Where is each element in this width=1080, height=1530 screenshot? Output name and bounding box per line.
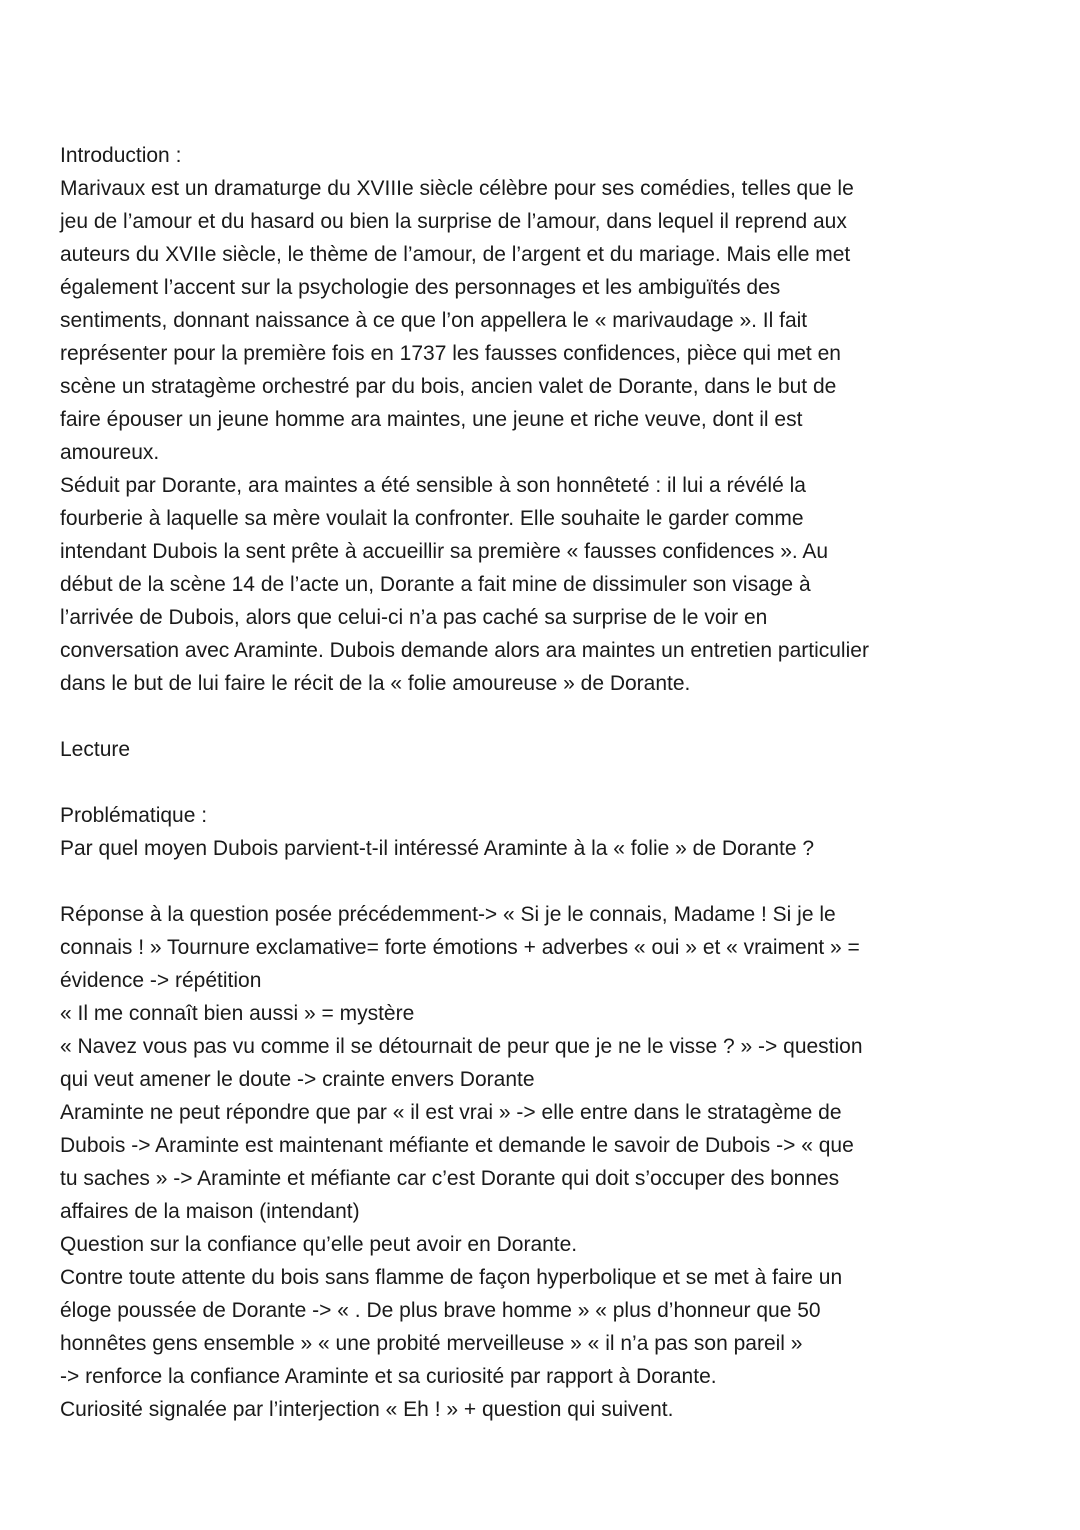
text-line: auteurs du XVIIe siècle, le thème de l’amour, de l’argent et du mariage. Mais elle met xyxy=(60,243,851,266)
text-line: début de la scène 14 de l’acte un, Dorante a fait mine de dissimuler son visage à xyxy=(60,573,811,596)
introduction-heading: Introduction : xyxy=(60,144,182,167)
text-line: Question sur la confiance qu’elle peut avoir en Dorante. xyxy=(60,1233,578,1256)
problematique-heading: Problématique : xyxy=(60,804,208,827)
text-line: « Il me connaît bien aussi » = mystère xyxy=(60,1002,415,1025)
text-line: éloge poussée de Dorante -> « . De plus brave homme » « plus d’honneur que 50 xyxy=(60,1299,821,1322)
text-line: sentiments, donnant naissance à ce que l’on appellera le « marivaudage ». Il fait xyxy=(60,309,808,332)
spacer xyxy=(60,700,1050,733)
text-line: également l’accent sur la psychologie des personnages et les ambiguïtés des xyxy=(60,276,781,299)
text-line: Contre toute attente du bois sans flamme de façon hyperbolique et se met à faire un xyxy=(60,1266,843,1289)
text-line: honnêtes gens ensemble » « une probité merveilleuse » « il n’a pas son pareil » xyxy=(60,1332,803,1355)
text-line: Araminte ne peut répondre que par « il est vrai » -> elle entre dans le stratagème de xyxy=(60,1101,842,1124)
spacer xyxy=(60,865,1050,898)
problematique-question: Par quel moyen Dubois parvient-t-il intéressé Araminte à la « folie » de Dorante ? xyxy=(60,837,815,860)
text-line: l’arrivée de Dubois, alors que celui-ci n’a pas caché sa surprise de le voir en xyxy=(60,606,768,629)
text-line: -> renforce la confiance Araminte et sa curiosité par rapport à Dorante. xyxy=(60,1365,717,1388)
document-page xyxy=(60,139,1050,1426)
introduction-paragraph-2 xyxy=(60,469,1050,700)
text-line: scène un stratagème orchestré par du bois, ancien valet de Dorante, dans le but de xyxy=(60,375,837,398)
text-line: tu saches » -> Araminte et méfiante car c’est Dorante qui doit s’occuper des bonnes xyxy=(60,1167,840,1190)
text-line: faire épouser un jeune homme ara maintes, une jeune et riche veuve, dont il est xyxy=(60,408,803,431)
text-line: connais ! » Tournure exclamative= forte émotions + adverbes « oui » et « vraiment » = xyxy=(60,936,860,959)
text-line: Séduit par Dorante, ara maintes a été sensible à son honnêteté : il lui a révélé la xyxy=(60,474,806,497)
text-line: représenter pour la première fois en 1737 les fausses confidences, pièce qui met en xyxy=(60,342,841,365)
text-line: fourberie à laquelle sa mère voulait la confronter. Elle souhaite le garder comme xyxy=(60,507,804,530)
spacer xyxy=(60,766,1050,799)
text-line: affaires de la maison (intendant) xyxy=(60,1200,360,1223)
text-line: Marivaux est un dramaturge du XVIIIe siècle célèbre pour ses comédies, telles que le xyxy=(60,177,854,200)
text-line: jeu de l’amour et du hasard ou bien la surprise de l’amour, dans lequel il reprend aux xyxy=(60,210,847,233)
introduction-paragraph-1 xyxy=(60,172,1050,469)
text-line: amoureux. xyxy=(60,441,160,464)
text-line: dans le but de lui faire le récit de la « folie amoureuse » de Dorante. xyxy=(60,672,691,695)
text-line: Curiosité signalée par l’interjection « Eh ! » + question qui suivent. xyxy=(60,1398,674,1421)
text-line: conversation avec Araminte. Dubois demande alors ara maintes un entretien particulier xyxy=(60,639,869,662)
lecture-heading: Lecture xyxy=(60,738,131,761)
text-line: évidence -> répétition xyxy=(60,969,262,992)
text-line: Réponse à la question posée précédemment-> « Si je le connais, Madame ! Si je le xyxy=(60,903,836,926)
text-line: « Navez vous pas vu comme il se détournait de peur que je ne le visse ? » -> question xyxy=(60,1035,863,1058)
text-line: qui veut amener le doute -> crainte envers Dorante xyxy=(60,1068,535,1091)
analyse-section xyxy=(60,898,1050,1426)
text-line: intendant Dubois la sent prête à accueillir sa première « fausses confidences ». Au xyxy=(60,540,829,563)
text-line: Dubois -> Araminte est maintenant méfiante et demande le savoir de Dubois -> « que xyxy=(60,1134,854,1157)
